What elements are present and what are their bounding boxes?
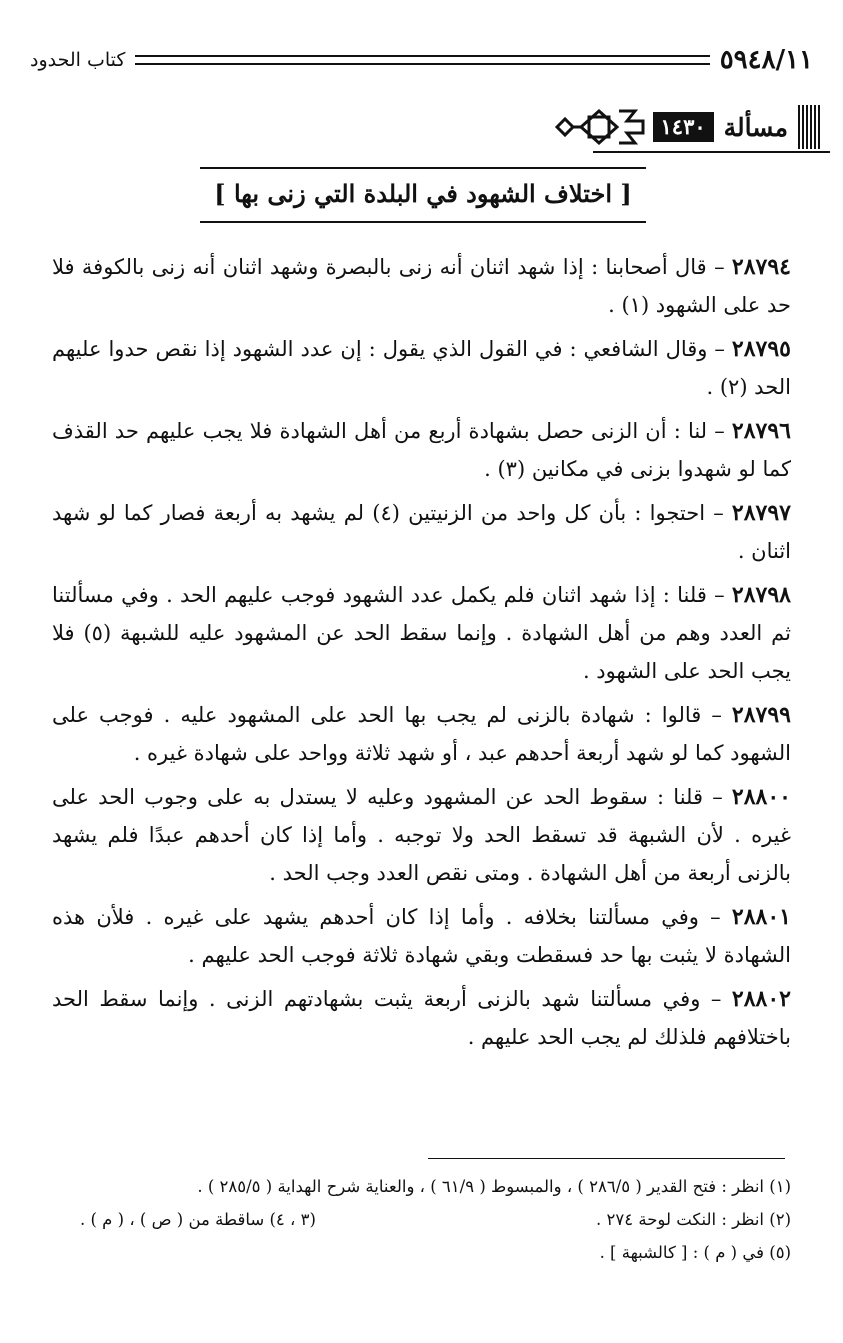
paragraph-text: – وفي مسألتنا شهد بالزنى أربعة يثبت بشهادتهم الزنى . وإنما سقط الحد باختلافهم فلذلك لم يجب الحد عليهم .	[52, 987, 791, 1049]
paragraph-text: – لنا : أن الزنى حصل بشهادة أربع من أهل الشهادة فلا يجب عليهم حد القذف كما لو شهدوا بزنى في مكانين (٣) .	[52, 419, 791, 481]
footnote-1	[60, 1170, 791, 1203]
paragraph	[52, 576, 791, 690]
paragraph-text: – قال أصحابنا : إذا شهد اثنان أنه زنى بالبصرة وشهد اثنان أنه زنى بالكوفة فلا حد على الشهود (١) .	[52, 255, 791, 317]
section-title: [ اختلاف الشهود في البلدة التي زنى بها ]	[200, 167, 646, 223]
paragraph-number: ٢٨٧٩٧	[731, 500, 791, 526]
footnote-text: (٣ ، ٤) ساقطة من ( ص ) ، ( م ) .	[80, 1210, 316, 1229]
paragraph-number: ٢٨٨٠٠	[731, 784, 791, 810]
paragraph-text: – وفي مسألتنا بخلافه . وأما إذا كان أحدهم يشهد على غيره . فلأن هذه الشهادة لا يثبت بها حد فسقطت وبقي شهادة ثلاثة فوجب الحد عليهم .	[52, 905, 791, 967]
paragraph	[52, 494, 791, 570]
masala-number: ١٤٣٠	[653, 112, 714, 142]
paragraph	[52, 980, 791, 1056]
paragraph-text: – وقال الشافعي : في القول الذي يقول : إن عدد الشهود إذا نقص حدوا عليهم الحد (٢) .	[52, 337, 791, 399]
paragraph	[52, 330, 791, 406]
paragraph	[52, 696, 791, 772]
footnote-rule	[428, 1158, 785, 1159]
paragraph	[52, 248, 791, 324]
running-header	[30, 40, 813, 80]
paragraph-number: ٢٨٧٩٥	[731, 336, 791, 362]
paragraph	[52, 412, 791, 488]
paragraph-text: – احتجوا : بأن كل واحد من الزنيتين (٤) لم يشهد به أربعة فصار كما لو شهد اثنان .	[52, 501, 791, 563]
paragraph	[52, 778, 791, 892]
paragraph-text: – قلنا : سقوط الحد عن المشهود وعليه لا يستدل به على وجوب الحد على غيره . لأن الشبهة قد تسقط الحد ولا توجبه . وأما إذا كان أحدهم عبدًا فلم يشهد بالزنى أربعة من أهل الشهادة . ومتى نقص العدد وجب الحد .	[52, 785, 791, 885]
footnote-2-3-4	[60, 1203, 791, 1236]
ornament-icon	[555, 107, 645, 147]
footnotes	[60, 1170, 791, 1269]
bars-icon	[798, 105, 822, 149]
header-rule	[135, 55, 709, 65]
footnote-text: (١) انظر : فتح القدير ( ٢٨٦/٥ ) ، والمبسوط ( ٦١/٩ ) ، والعناية شرح الهداية ( ٢٨٥/٥ ) .	[197, 1177, 791, 1196]
masala-banner	[530, 102, 822, 152]
banner-rule	[593, 151, 830, 153]
page-number: ٥٩٤٨/١١	[719, 45, 813, 75]
book-title: كتاب الحدود	[30, 49, 126, 71]
paragraph-number: ٢٨٧٩٩	[731, 702, 791, 728]
paragraph	[52, 898, 791, 974]
paragraph-number: ٢٨٨٠١	[731, 904, 791, 930]
paragraph-text: – قالوا : شهادة بالزنى لم يجب بها الحد على المشهود عليه . فوجب على الشهود كما لو شهد أربعة أحدهم عبد ، أو شهد ثلاثة وواحد على شهادة غيره .	[52, 703, 791, 765]
footnote-text: (٥) في ( م ) : [ كالشبهة ] .	[599, 1243, 791, 1262]
body-text	[52, 248, 791, 1062]
footnote-5	[60, 1236, 791, 1269]
paragraph-number: ٢٨٧٩٤	[731, 254, 791, 280]
paragraph-number: ٢٨٨٠٢	[731, 986, 791, 1012]
paragraph-text: – قلنا : إذا شهد اثنان فلم يكمل عدد الشهود فوجب عليهم الحد . وفي مسألتنا ثم العدد وهم من أهل الشهادة . وإنما سقط الحد عن المشهود عليه للشبهة (٥) فلا يجب الحد على الشهود .	[52, 583, 791, 683]
paragraph-number: ٢٨٧٩٦	[731, 418, 791, 444]
footnote-text: (٢) انظر : النكت لوحة ٢٧٤ .	[596, 1210, 791, 1229]
paragraph-number: ٢٨٧٩٨	[731, 582, 791, 608]
masala-label: مسألة	[723, 112, 788, 142]
